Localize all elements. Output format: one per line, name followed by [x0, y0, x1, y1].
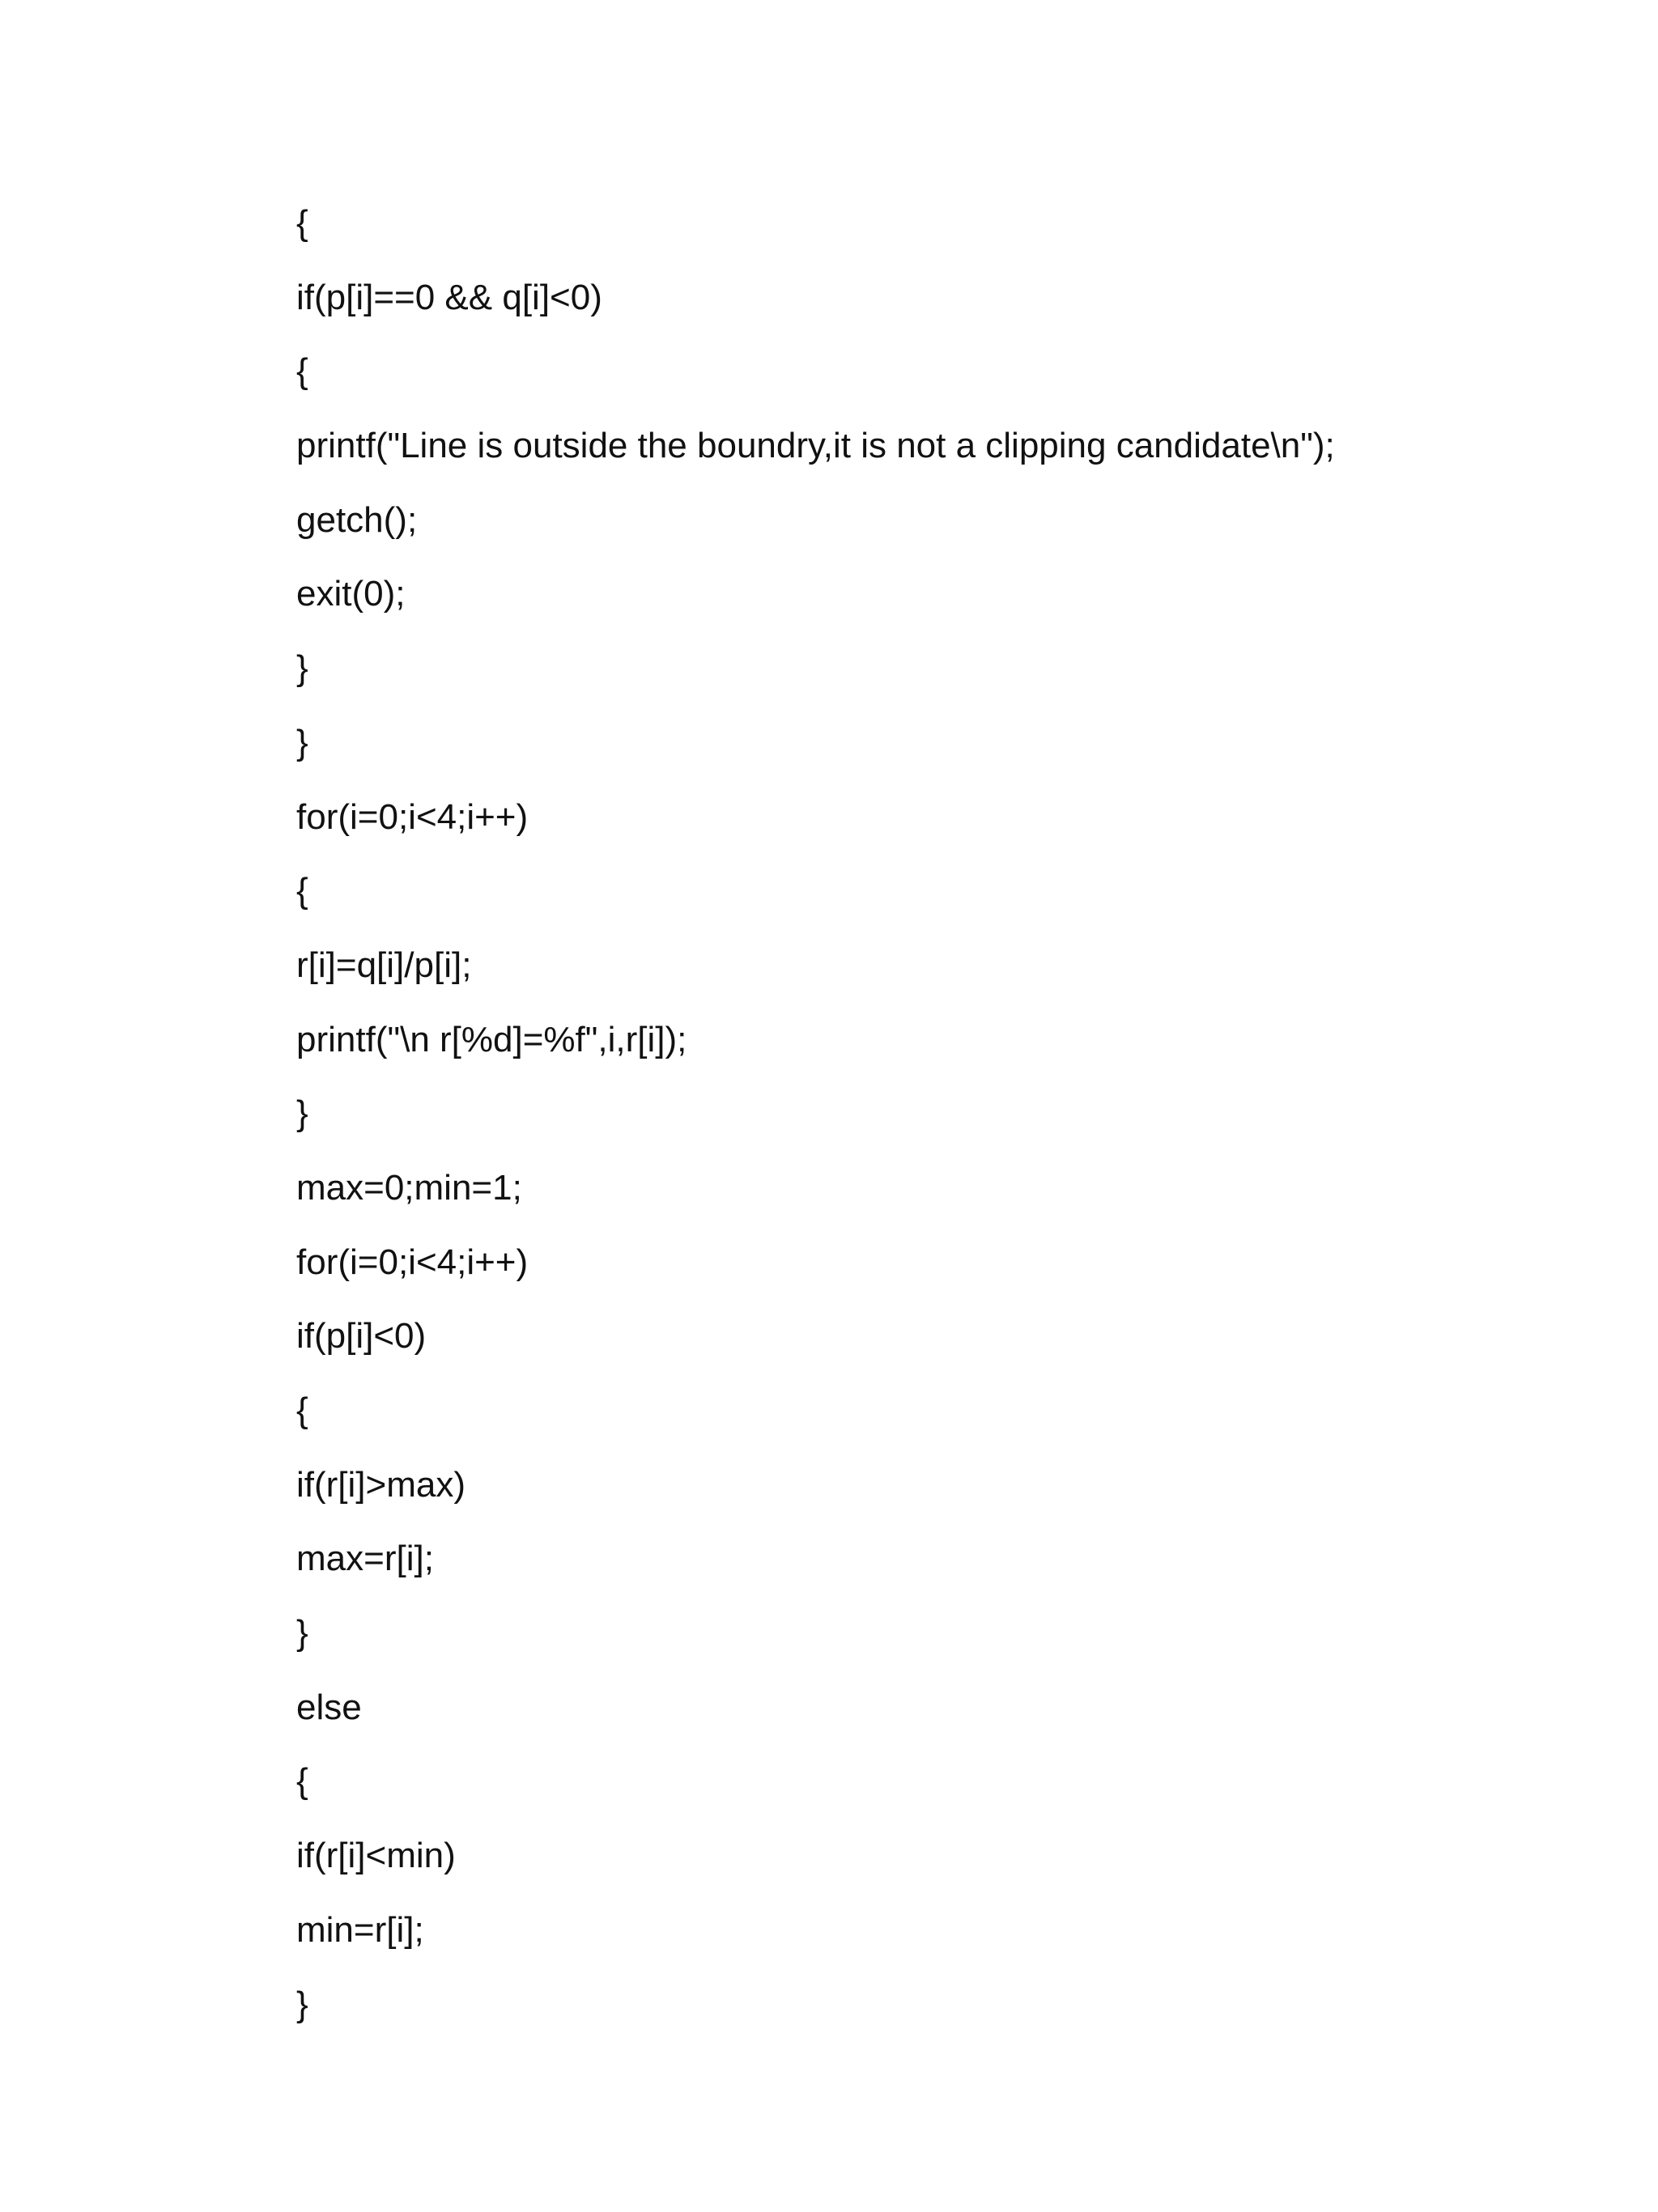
- code-line: max=r[i];: [296, 1539, 434, 1579]
- code-line: {: [296, 1390, 308, 1430]
- code-line: }: [296, 722, 308, 762]
- code-line: max=0;min=1;: [296, 1167, 522, 1208]
- code-line: }: [296, 1093, 308, 1134]
- code-line: {: [296, 1761, 308, 1802]
- code-listing: [296, 193, 1335, 2048]
- code-line: exit(0);: [296, 574, 406, 614]
- code-line: {: [296, 871, 308, 911]
- code-line: for(i=0;i<4;i++): [296, 796, 529, 837]
- code-line: if(r[i]<min): [296, 1836, 456, 1876]
- code-line: }: [296, 1984, 308, 2024]
- code-line: min=r[i];: [296, 1909, 424, 1950]
- code-line: for(i=0;i<4;i++): [296, 1242, 529, 1282]
- code-line: if(p[i]==0 && q[i]<0): [296, 277, 602, 317]
- code-line: if(r[i]>max): [296, 1464, 466, 1505]
- code-line: getch();: [296, 499, 418, 540]
- code-line: {: [296, 203, 308, 243]
- code-line: }: [296, 1613, 308, 1654]
- code-line: printf("Line is outside the boundry,it is not a clipping candidate\n");: [296, 426, 1335, 466]
- code-line: printf("\n r[%d]=%f",i,r[i]);: [296, 1019, 687, 1059]
- code-line: else: [296, 1687, 362, 1727]
- code-line: {: [296, 351, 308, 392]
- code-line: if(p[i]<0): [296, 1316, 427, 1356]
- code-line: r[i]=q[i]/p[i];: [296, 945, 472, 985]
- code-line: }: [296, 648, 308, 689]
